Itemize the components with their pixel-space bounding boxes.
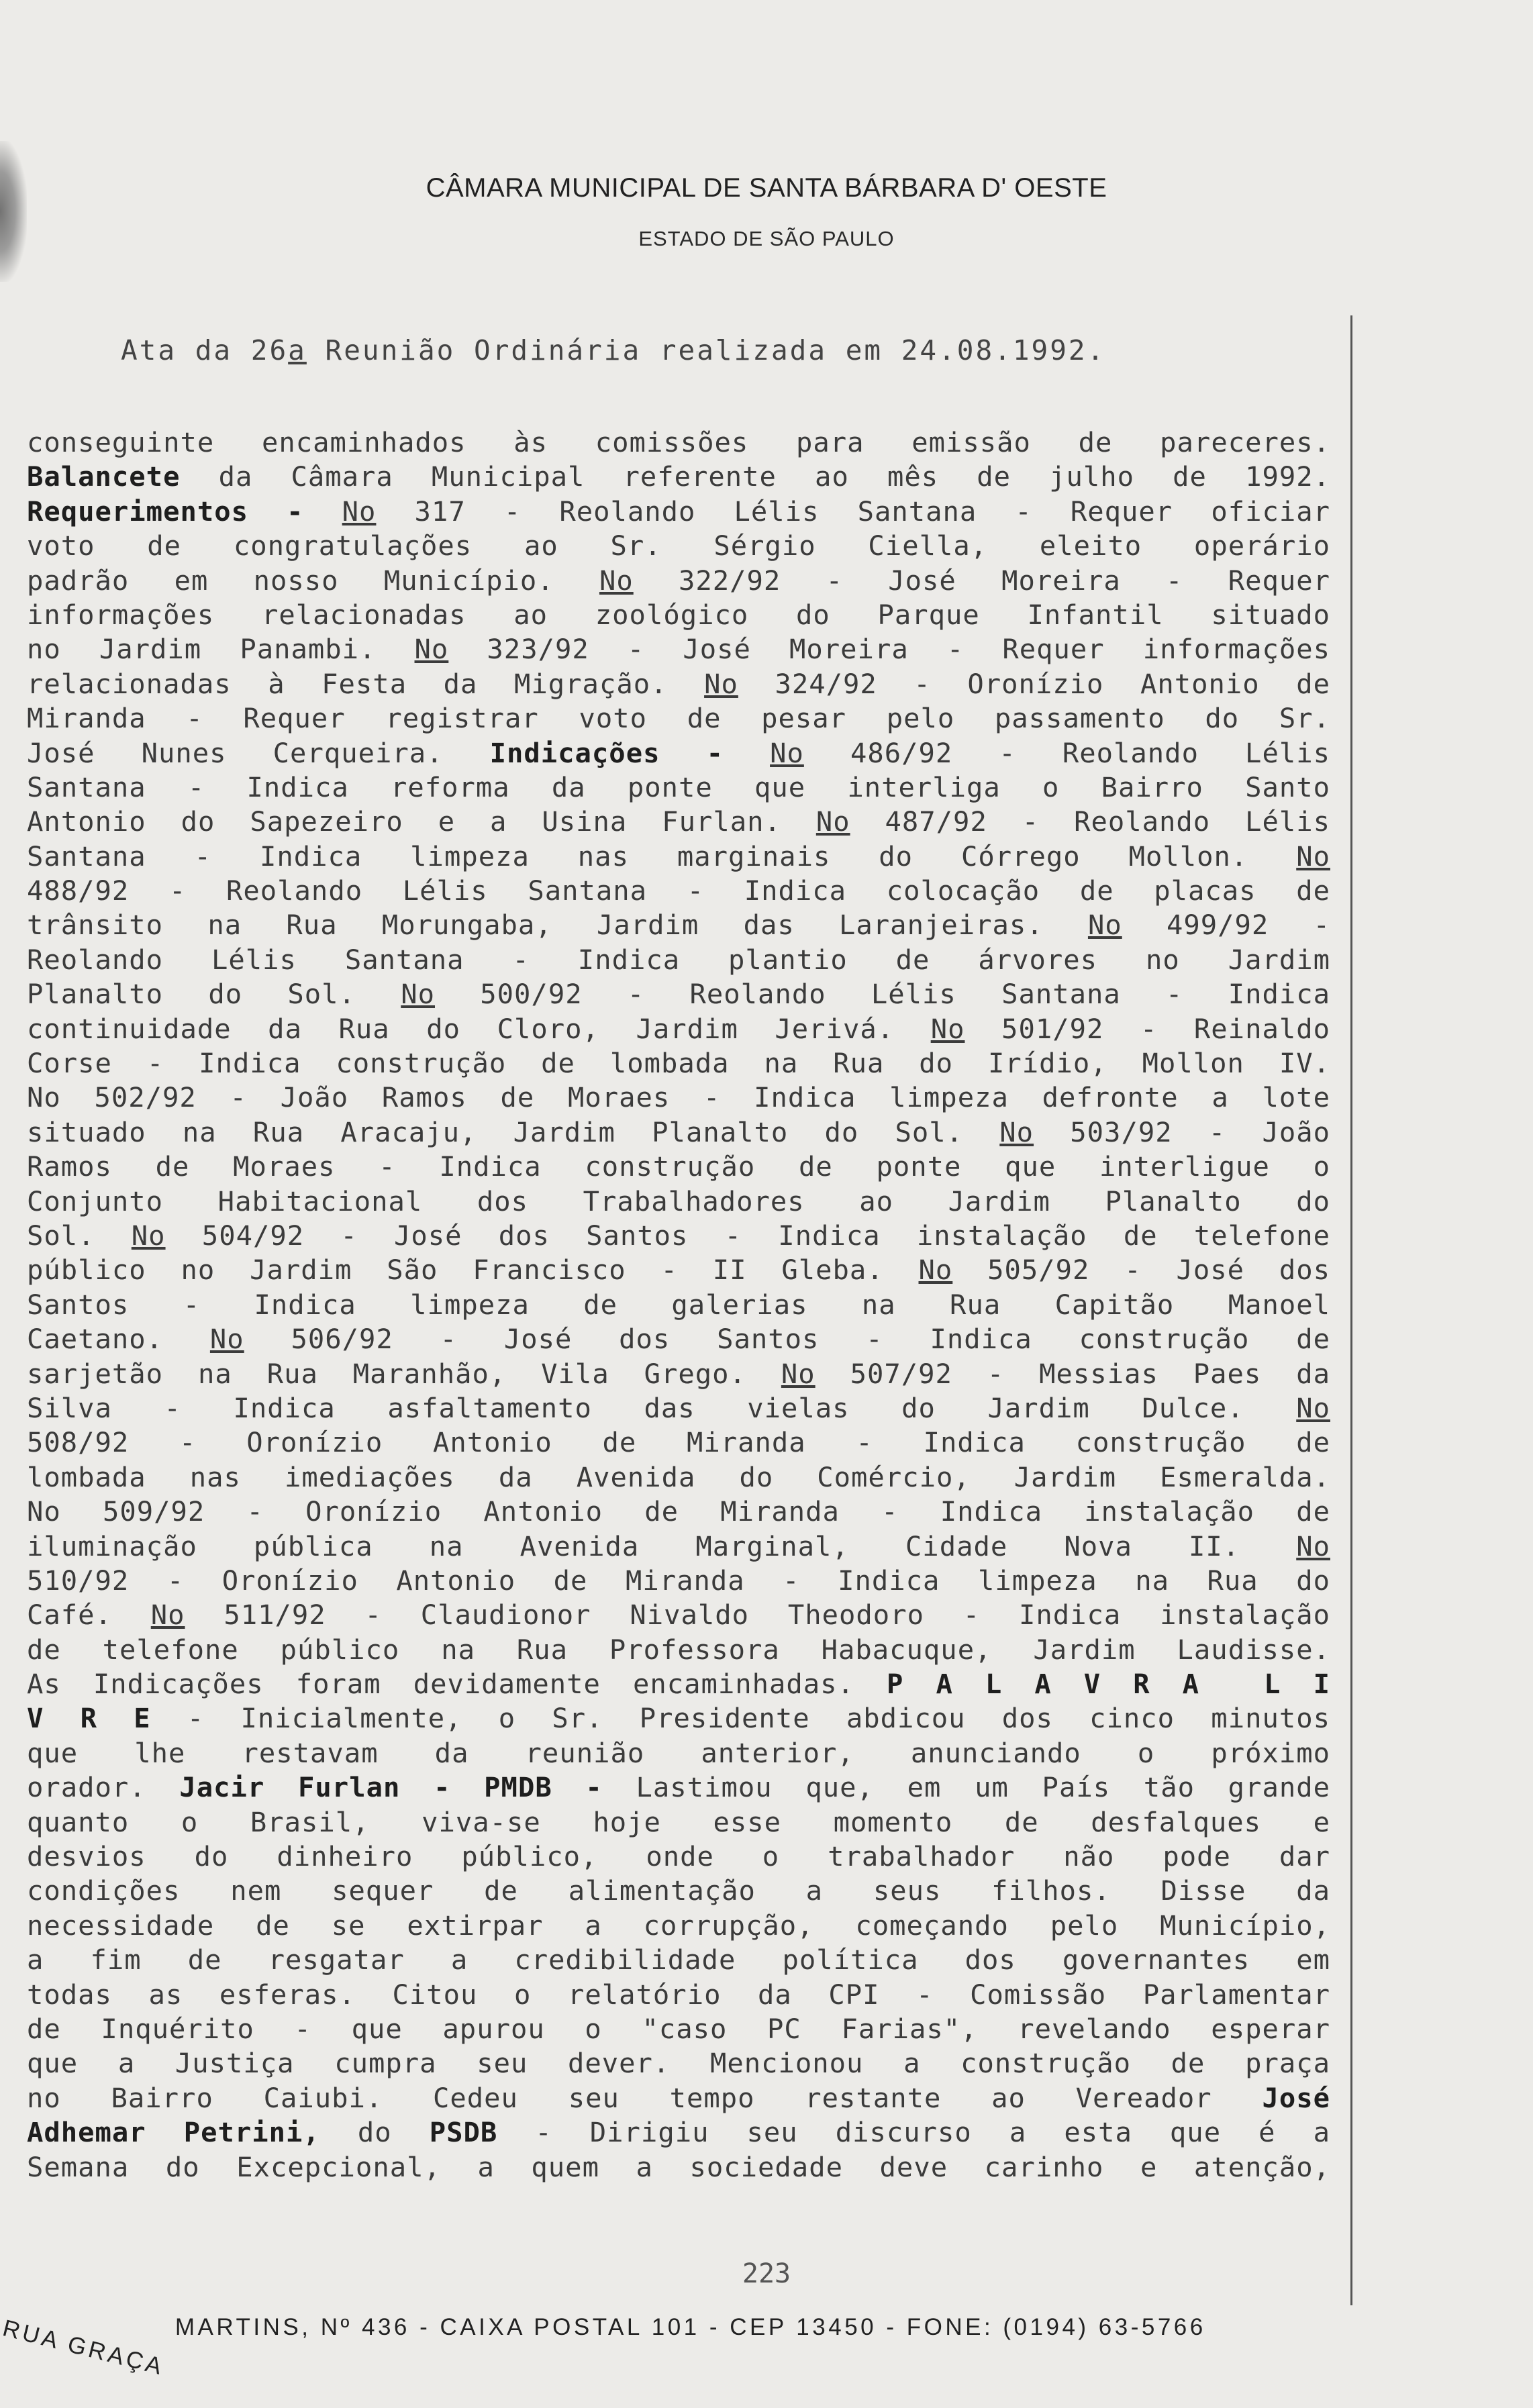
minutes-body xyxy=(27,425,1330,2185)
text-line xyxy=(27,2150,1330,2185)
text-segment: No 502/92 - João Ramos de Moraes - Indica limpeza defronte a lote xyxy=(27,1081,1330,1114)
text-segment: necessidade de se extirpar a corrupção, começando pelo Município, xyxy=(27,1909,1330,1942)
text-line xyxy=(27,977,1330,1011)
text-line xyxy=(27,1805,1330,1840)
text-segment: 501/92 - Reinaldo xyxy=(965,1012,1330,1045)
text-line xyxy=(27,667,1330,701)
text-line xyxy=(27,1322,1330,1356)
text-segment: As Indicações foram devidamente encaminhadas. xyxy=(27,1668,887,1701)
text-segment: Lastimou que, em um País tão grande xyxy=(602,1771,1330,1804)
text-segment: da Câmara Municipal referente ao mês de julho de 1992. xyxy=(180,460,1330,493)
number-abbrev: No xyxy=(342,495,377,528)
text-line xyxy=(27,598,1330,632)
bold-term: PSDB xyxy=(429,2116,498,2149)
text-segment: todas as esferas. Citou o relatório da CPI - Comissão Parlamentar xyxy=(27,1978,1330,2011)
text-segment: que a Justiça cumpra seu dever. Mencionou a construção de praça xyxy=(27,2047,1330,2080)
text-segment: no Bairro Caiubi. Cedeu seu tempo restante ao Vereador xyxy=(27,2081,1263,2114)
text-segment: de telefone público na Rua Professora Habacuque, Jardim Laudisse. xyxy=(27,1633,1330,1666)
text-segment: 322/92 - José Moreira - Requer xyxy=(633,564,1331,597)
text-line xyxy=(27,1425,1330,1460)
text-segment: Sol. xyxy=(27,1219,132,1252)
text-segment: sarjetão na Rua Maranhão, Vila Grego. xyxy=(27,1357,781,1390)
subject-prefix: Ata da 26 xyxy=(121,334,289,366)
text-line xyxy=(27,1046,1330,1081)
text-line xyxy=(27,1115,1330,1150)
text-line xyxy=(27,1288,1330,1322)
document-subject xyxy=(121,334,1105,366)
bold-term: José xyxy=(1262,2081,1330,2114)
text-segment: No 509/92 - Oronízio Antonio de Miranda - Indica instalação de xyxy=(27,1495,1330,1528)
text-line xyxy=(27,529,1330,563)
text-segment: Caetano. xyxy=(27,1323,210,1356)
footer-address-curve: RUA GRAÇA xyxy=(0,2315,168,2380)
text-segment: relacionadas à Festa da Migração. xyxy=(27,667,705,700)
text-segment: condições nem sequer de alimentação a seus filhos. Disse da xyxy=(27,1874,1330,1907)
text-segment: Semana do Excepcional, a quem a sociedade deve carinho e atenção, xyxy=(27,2150,1330,2183)
text-segment: voto de congratulações ao Sr. Sérgio Ciella, eleito operário xyxy=(27,530,1330,562)
text-line xyxy=(27,943,1330,977)
text-line xyxy=(27,2012,1330,2046)
text-segment: 511/92 - Claudionor Nivaldo Theodoro - Indica instalação xyxy=(185,1599,1330,1632)
text-segment: Reolando Lélis Santana - Indica plantio de árvores no Jardim xyxy=(27,943,1330,976)
text-segment: 324/92 - Oronízio Antonio de xyxy=(738,667,1331,700)
text-line xyxy=(27,1219,1330,1253)
text-segment: continuidade da Rua do Cloro, Jardim Jerivá. xyxy=(27,1012,931,1045)
text-segment: Ramos de Moraes - Indica construção de ponte que interligue o xyxy=(27,1150,1330,1183)
text-segment: 507/92 - Messias Paes da xyxy=(815,1357,1330,1390)
text-segment xyxy=(724,737,770,769)
text-segment: trânsito na Rua Morungaba, Jardim das Laranjeiras. xyxy=(27,909,1088,942)
text-segment: público no Jardim São Francisco - II Gleba. xyxy=(27,1254,919,1287)
text-segment: no Jardim Panambi. xyxy=(27,633,415,666)
text-segment: lombada nas imediações da Avenida do Comércio, Jardim Esmeralda. xyxy=(27,1460,1330,1493)
text-segment: quanto o Brasil, viva-se hoje esse momento de desfalques e xyxy=(27,1805,1330,1838)
number-abbrev: No xyxy=(150,1599,185,1632)
text-segment: situado na Rua Aracaju, Jardim Planalto do Sol. xyxy=(27,1115,1000,1148)
text-line xyxy=(27,1978,1330,2012)
text-segment: - Inicialmente, o Sr. Presidente abdicou dos cinco minutos xyxy=(150,1702,1330,1735)
number-abbrev: No xyxy=(1296,1529,1330,1562)
text-segment: 486/92 - Reolando Lélis xyxy=(803,736,1330,769)
footer-address-line: MARTINS, Nº 436 - CAIXA POSTAL 101 - CEP 13450 - FONE: (0194) 63-5766 xyxy=(165,2314,1206,2340)
text-line xyxy=(27,564,1330,598)
number-abbrev: No xyxy=(781,1357,815,1390)
text-line xyxy=(27,1633,1330,1667)
number-abbrev: No xyxy=(1296,840,1330,872)
text-segment: 503/92 - João xyxy=(1034,1115,1330,1148)
text-segment: padrão em nosso Município. xyxy=(27,564,599,597)
text-line xyxy=(27,770,1330,805)
number-abbrev: No xyxy=(1087,909,1122,942)
text-line xyxy=(27,1529,1330,1564)
text-segment: Santos - Indica limpeza de galerias na Rua Capitão Manoel xyxy=(27,1288,1330,1321)
bold-term: Adhemar Petrini, xyxy=(27,2116,320,2149)
text-segment: 510/92 - Oronízio Antonio de Miranda - Indica limpeza na Rua do xyxy=(27,1564,1330,1597)
text-line xyxy=(27,1943,1330,1977)
text-line xyxy=(27,701,1330,736)
text-segment: 499/92 - xyxy=(1122,909,1330,942)
text-segment: do xyxy=(319,2116,430,2149)
number-abbrev: No xyxy=(401,978,435,1011)
text-segment: Santana - Indica reforma da ponte que interliga o Bairro Santo xyxy=(27,770,1330,803)
text-segment: Corse - Indica construção de lombada na Rua do Irídio, Mollon IV. xyxy=(27,1047,1330,1080)
text-segment: orador. xyxy=(27,1771,180,1804)
bold-term: Requerimentos - xyxy=(27,495,304,528)
bold-term: P A L A V R A L I xyxy=(887,1668,1330,1701)
institution-name: CÂMARA MUNICIPAL DE SANTA BÁRBARA D' OESTE xyxy=(426,173,1107,203)
number-abbrev: No xyxy=(930,1012,965,1045)
text-segment: a fim de resgatar a credibilidade política dos governantes em xyxy=(27,1944,1330,1976)
text-line xyxy=(27,1253,1330,1287)
text-line xyxy=(27,1012,1330,1046)
text-line xyxy=(27,1701,1330,1736)
number-abbrev: No xyxy=(1296,1391,1330,1424)
margin-rule xyxy=(1350,315,1352,2305)
number-abbrev: No xyxy=(918,1254,953,1287)
number-abbrev: No xyxy=(999,1115,1034,1148)
number-abbrev: No xyxy=(770,736,804,769)
text-line xyxy=(27,874,1330,908)
text-segment: 323/92 - José Moreira - Requer informações xyxy=(448,633,1330,666)
text-segment: 317 - Reolando Lélis Santana - Requer oficiar xyxy=(376,495,1331,528)
text-line xyxy=(27,1185,1330,1219)
footer-address xyxy=(0,2314,1206,2380)
text-line xyxy=(27,805,1330,839)
text-line xyxy=(27,2115,1330,2150)
text-segment: Conjunto Habitacional dos Trabalhadores ao Jardim Planalto do xyxy=(27,1185,1330,1217)
text-segment: Planalto do Sol. xyxy=(27,978,401,1011)
text-segment: 488/92 - Reolando Lélis Santana - Indica colocação de placas de xyxy=(27,874,1330,907)
text-segment: 504/92 - José dos Santos - Indica instalação de telefone xyxy=(165,1219,1330,1252)
text-line xyxy=(27,425,1330,460)
text-line xyxy=(27,1909,1330,1943)
text-segment: 487/92 - Reolando Lélis xyxy=(850,805,1330,838)
text-line xyxy=(27,1495,1330,1529)
text-line xyxy=(27,1081,1330,1115)
text-segment: iluminação pública na Avenida Marginal, Cidade Nova II. xyxy=(27,1529,1297,1562)
municipal-seal xyxy=(0,141,27,282)
text-line xyxy=(27,1391,1330,1425)
bold-term: Jacir Furlan - PMDB - xyxy=(179,1771,603,1804)
text-line xyxy=(27,908,1330,942)
text-line xyxy=(27,2046,1330,2080)
text-segment: Santana - Indica limpeza nas marginais do Córrego Mollon. xyxy=(27,840,1297,872)
text-line xyxy=(27,840,1330,874)
state-name: ESTADO DE SÃO PAULO xyxy=(638,227,895,250)
text-line xyxy=(27,1770,1330,1805)
number-abbrev: No xyxy=(599,564,634,597)
bold-term: V R E xyxy=(27,1702,151,1735)
text-line xyxy=(27,1564,1330,1598)
text-line xyxy=(27,1357,1330,1391)
subject-ordinal: a xyxy=(288,334,307,366)
text-segment: - Dirigiu seu discurso a esta que é a xyxy=(497,2116,1330,2149)
number-abbrev: No xyxy=(815,805,850,838)
text-line xyxy=(27,460,1330,494)
text-segment: Miranda - Requer registrar voto de pesar pelo passamento do Sr. xyxy=(27,702,1330,735)
text-line xyxy=(27,2081,1330,2115)
text-line xyxy=(27,632,1330,666)
text-segment: desvios do dinheiro público, onde o trabalhador não pode dar xyxy=(27,1840,1330,1873)
text-segment xyxy=(304,495,342,528)
text-segment: conseguinte encaminhados às comissões para emissão de pareceres. xyxy=(27,426,1330,458)
text-segment: José Nunes Cerqueira. xyxy=(27,736,490,769)
text-segment: 500/92 - Reolando Lélis Santana - Indica xyxy=(435,978,1330,1011)
number-abbrev: No xyxy=(704,667,738,700)
text-segment: que lhe restavam da reunião anterior, anunciando o próximo xyxy=(27,1736,1330,1769)
text-segment: 505/92 - José dos xyxy=(952,1254,1330,1287)
bold-term: Indicações - xyxy=(489,736,724,769)
text-line xyxy=(27,1874,1330,1908)
text-segment: Café. xyxy=(27,1599,151,1632)
text-line xyxy=(27,495,1330,529)
text-segment: de Inquérito - que apurou o "caso PC Farias", revelando esperar xyxy=(27,2012,1330,2045)
text-line xyxy=(27,736,1330,770)
text-segment: Antonio do Sapezeiro e a Usina Furlan. xyxy=(27,805,816,838)
text-line xyxy=(27,1736,1330,1770)
text-line xyxy=(27,1667,1330,1701)
text-segment: Silva - Indica asfaltamento das vielas do Jardim Dulce. xyxy=(27,1391,1297,1424)
number-abbrev: No xyxy=(414,633,449,666)
text-line xyxy=(27,1598,1330,1632)
text-line xyxy=(27,1840,1330,1874)
subject-rest: Reunião Ordinária realizada em 24.08.1992. xyxy=(306,334,1106,366)
text-segment: informações relacionadas ao zoológico do Parque Infantil situado xyxy=(27,598,1330,631)
number-abbrev: No xyxy=(131,1219,166,1252)
text-line xyxy=(27,1150,1330,1184)
number-abbrev: No xyxy=(209,1323,244,1356)
page-number: 223 xyxy=(742,2258,791,2289)
text-segment: 508/92 - Oronízio Antonio de Miranda - Indica construção de xyxy=(27,1426,1330,1459)
bold-term: Balancete xyxy=(27,460,181,493)
text-segment: 506/92 - José dos Santos - Indica construção de xyxy=(244,1323,1330,1356)
text-line xyxy=(27,1460,1330,1495)
